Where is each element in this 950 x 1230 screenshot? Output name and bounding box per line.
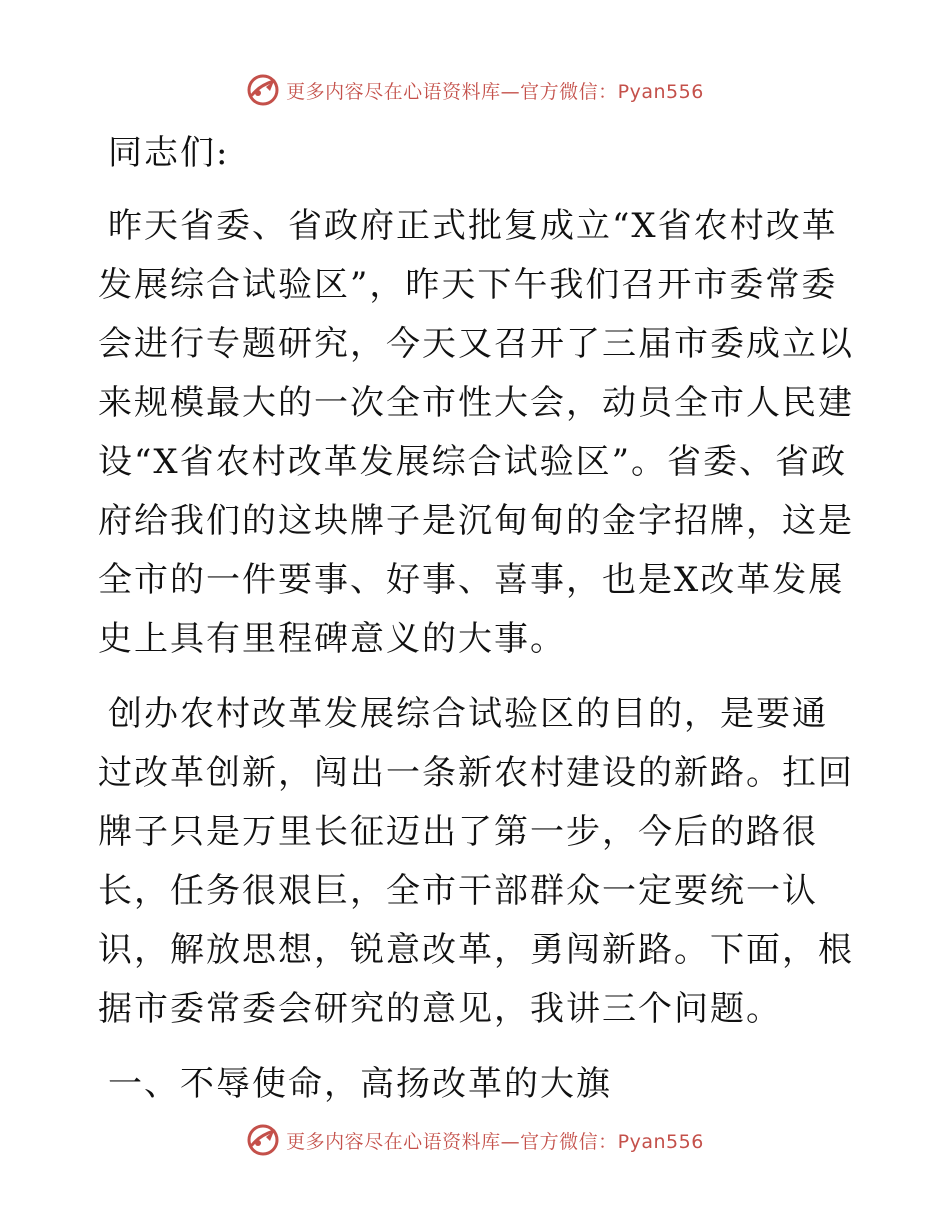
section-heading: 一、不辱使命，高扬改革的大旗: [108, 1064, 612, 1104]
pen-logo-icon: [246, 1123, 280, 1157]
paragraph-2: 创办农村改革发展综合试验区的目的，是要通过改革创新，闯出一条新农村建设的新路。扛回牌子只是万里长征迈出了第一步，今后的路很长，任务很艰巨，全市干部群众一定要统一认识，解放思想，锐意改革，勇闯新路。下面，根据市委常委会研究的意见，我讲三个问题。: [98, 694, 854, 1029]
watermark-footer: [0, 1120, 950, 1160]
paragraph-1: 昨天省委、省政府正式批复成立“X省农村改革发展综合试验区”，昨天下午我们召开市委常委会进行专题研究，今天又召开了三届市委成立以来规模最大的一次全市性大会，动员全市人民建设“X省农村改革发展综合试验区”。省委、省政府给我们的这块牌子是沉甸甸的金字招牌，这是全市的一件要事、好事、喜事，也是X改革发展史上具有里程碑意义的大事。: [98, 206, 854, 659]
pen-logo-icon: [246, 73, 280, 107]
watermark-text: 更多内容尽在心语资料库—官方微信：Pyan556: [286, 1130, 704, 1153]
document-body: [98, 124, 858, 1114]
watermark-header: [0, 70, 950, 110]
watermark-text: 更多内容尽在心语资料库—官方微信：Pyan556: [286, 80, 704, 103]
greeting: 同志们:: [108, 133, 230, 173]
